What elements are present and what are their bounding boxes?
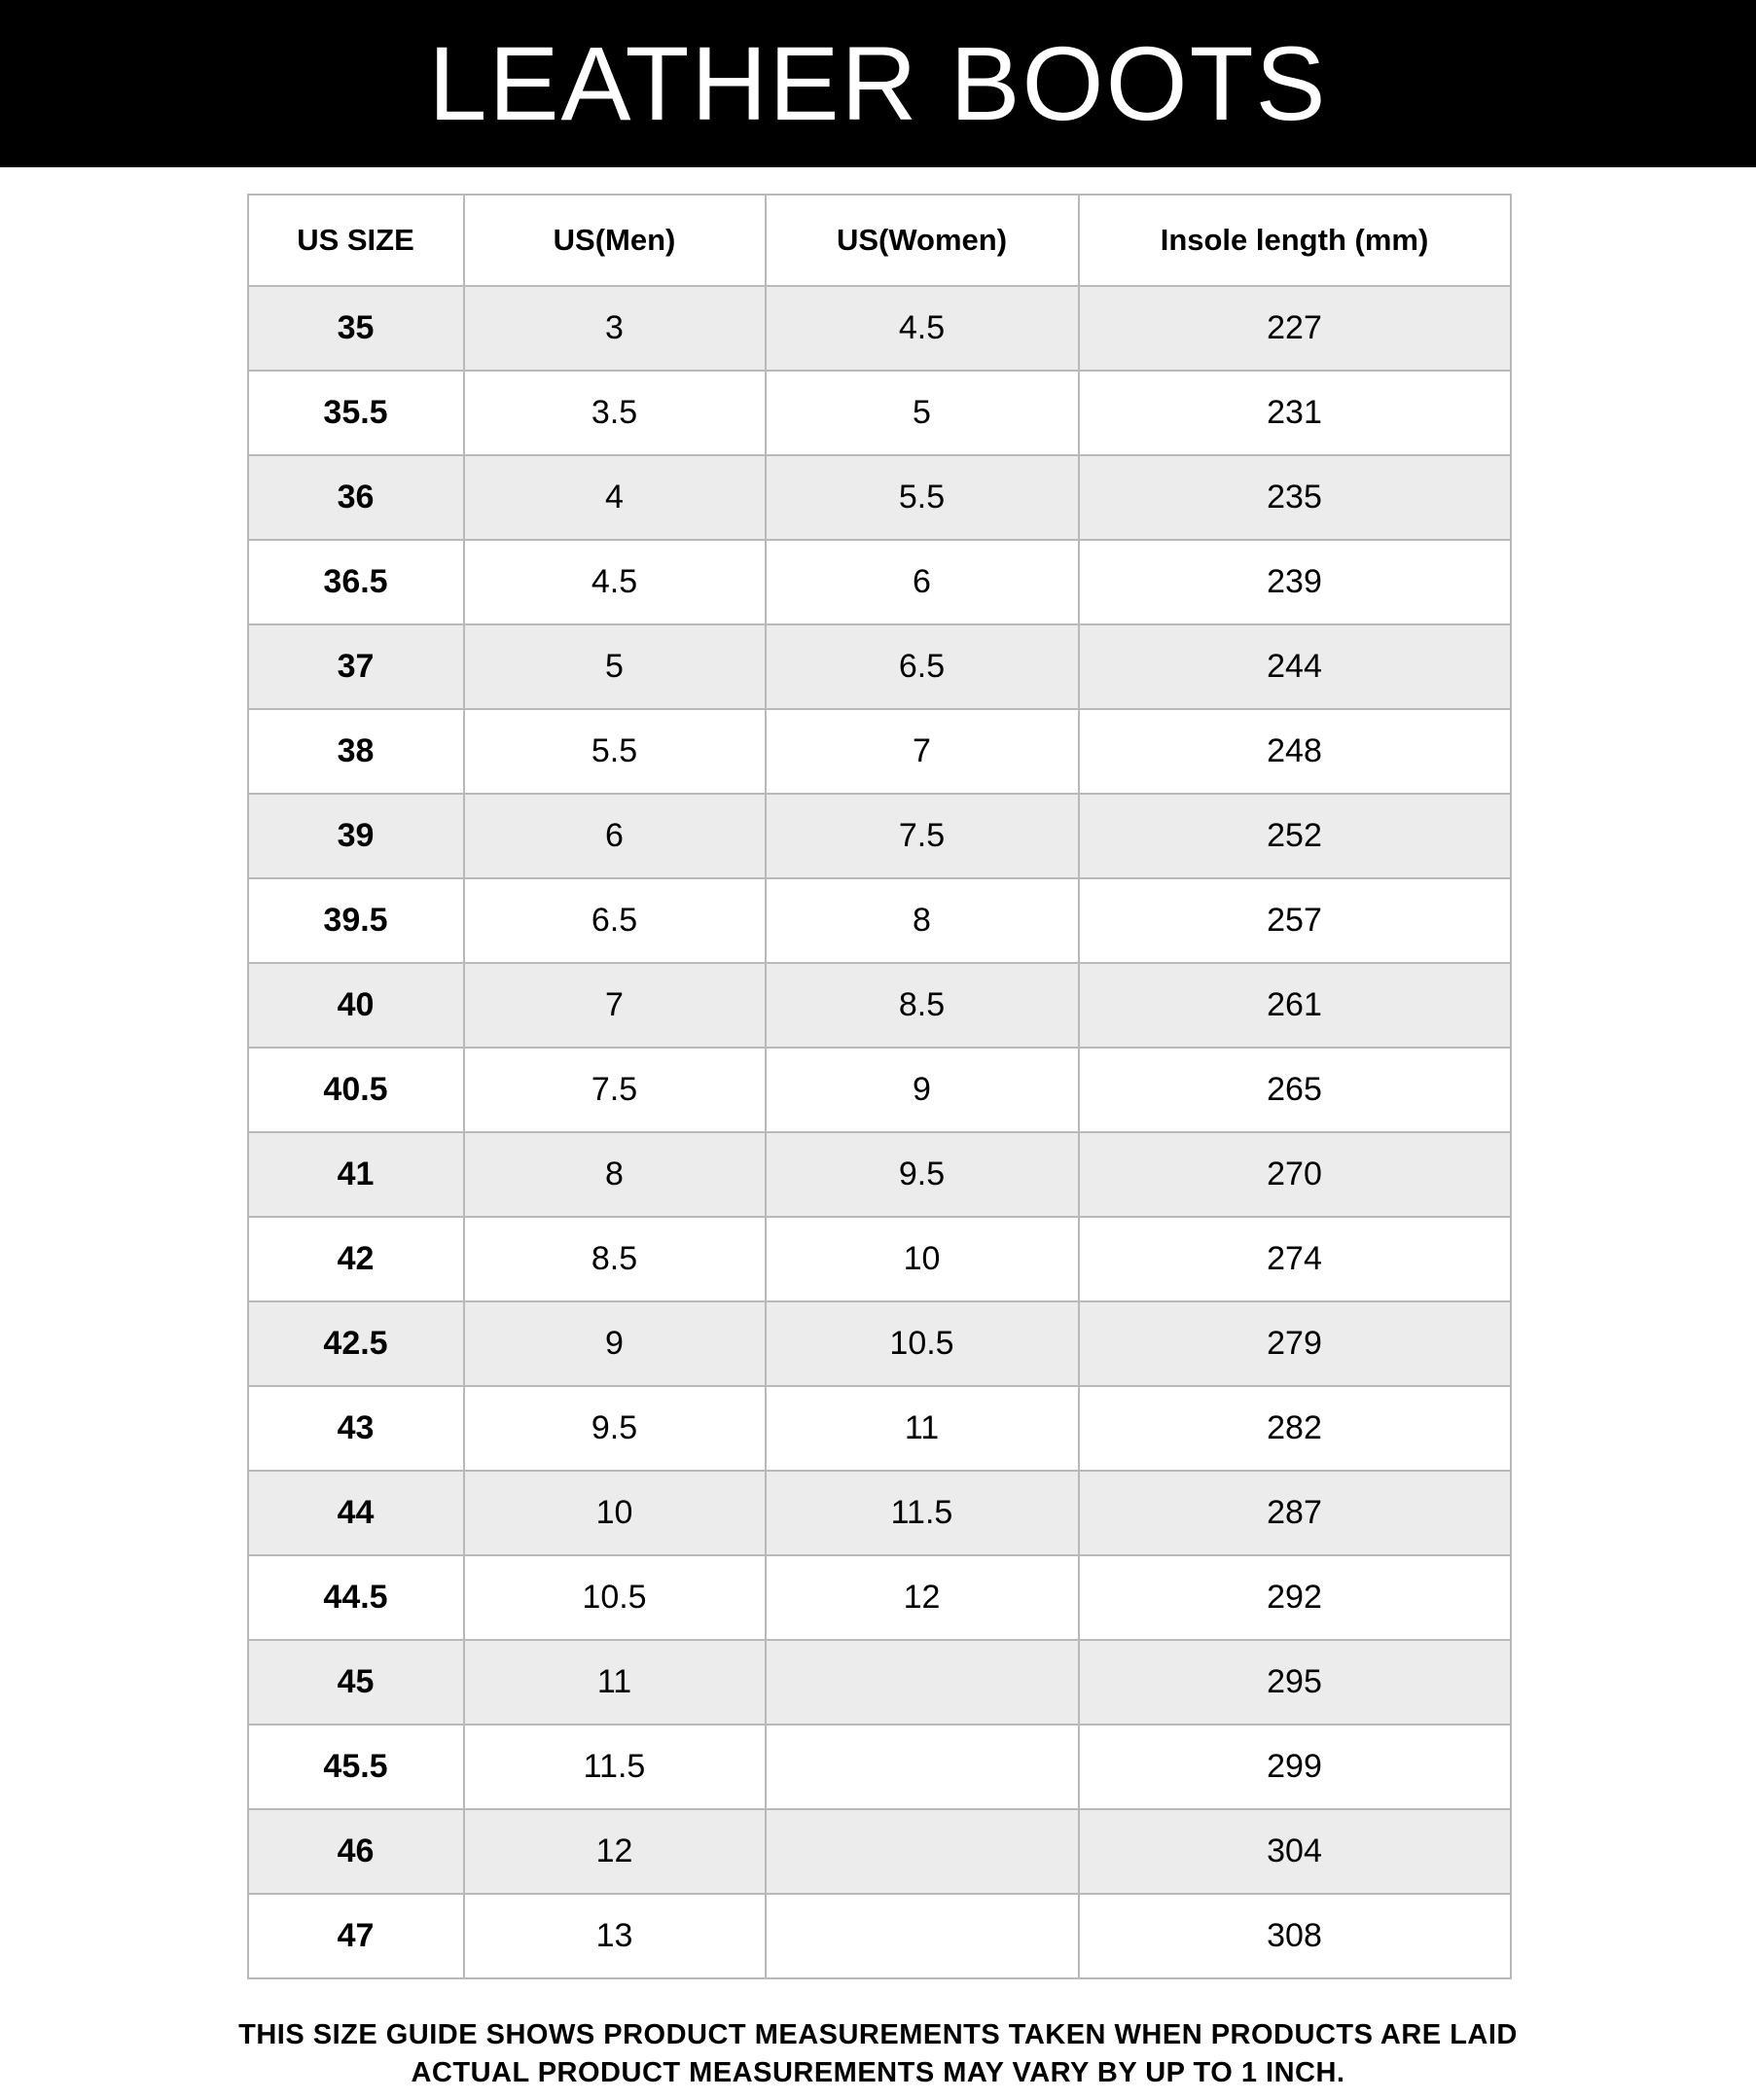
- cell-us-women: 8.5: [766, 963, 1079, 1048]
- table-row: [248, 709, 1511, 794]
- cell-us-women: 7: [766, 709, 1079, 794]
- cell-insole-length: 235: [1079, 455, 1511, 540]
- cell-insole-length: 227: [1079, 286, 1511, 371]
- cell-us-women: 9.5: [766, 1132, 1079, 1217]
- table-row: [248, 624, 1511, 709]
- cell-us-women: 7.5: [766, 794, 1079, 878]
- footnote: [0, 2016, 1756, 2092]
- table-row: [248, 1386, 1511, 1471]
- cell-us-men: 4.5: [464, 540, 766, 624]
- cell-us-men: 6: [464, 794, 766, 878]
- cell-us-men: 5: [464, 624, 766, 709]
- cell-us-men: 9.5: [464, 1386, 766, 1471]
- cell-us-women: [766, 1725, 1079, 1809]
- cell-us-men: 8: [464, 1132, 766, 1217]
- column-header-us-size: US SIZE: [248, 195, 464, 286]
- column-header-us-women: US(Women): [766, 195, 1079, 286]
- table-row: [248, 371, 1511, 455]
- cell-us-men: 7.5: [464, 1048, 766, 1132]
- cell-us-women: 6: [766, 540, 1079, 624]
- cell-us-women: 8: [766, 878, 1079, 963]
- cell-us-size: 36: [248, 455, 464, 540]
- cell-us-size: 37: [248, 624, 464, 709]
- cell-insole-length: 239: [1079, 540, 1511, 624]
- cell-us-size: 45.5: [248, 1725, 464, 1809]
- cell-us-size: 45: [248, 1640, 464, 1725]
- size-table-container: [247, 194, 1510, 1979]
- cell-us-size: 43: [248, 1386, 464, 1471]
- cell-insole-length: 282: [1079, 1386, 1511, 1471]
- cell-us-men: 3: [464, 286, 766, 371]
- cell-us-men: 8.5: [464, 1217, 766, 1301]
- cell-us-women: [766, 1809, 1079, 1894]
- table-row: [248, 1132, 1511, 1217]
- cell-insole-length: 279: [1079, 1301, 1511, 1386]
- table-row: [248, 963, 1511, 1048]
- cell-insole-length: 248: [1079, 709, 1511, 794]
- cell-us-women: 10: [766, 1217, 1079, 1301]
- cell-insole-length: 304: [1079, 1809, 1511, 1894]
- table-row: [248, 1301, 1511, 1386]
- cell-us-women: 5: [766, 371, 1079, 455]
- cell-insole-length: 308: [1079, 1894, 1511, 1978]
- cell-us-men: 5.5: [464, 709, 766, 794]
- column-header-us-men: US(Men): [464, 195, 766, 286]
- size-table: [247, 194, 1512, 1979]
- cell-us-men: 10.5: [464, 1555, 766, 1640]
- cell-us-size: 42.5: [248, 1301, 464, 1386]
- cell-us-women: 5.5: [766, 455, 1079, 540]
- cell-us-size: 47: [248, 1894, 464, 1978]
- cell-us-size: 39.5: [248, 878, 464, 963]
- cell-insole-length: 257: [1079, 878, 1511, 963]
- cell-insole-length: 270: [1079, 1132, 1511, 1217]
- table-row: [248, 794, 1511, 878]
- table-row: [248, 1217, 1511, 1301]
- cell-us-size: 35.5: [248, 371, 464, 455]
- cell-us-women: 4.5: [766, 286, 1079, 371]
- table-row: [248, 1809, 1511, 1894]
- cell-us-size: 38: [248, 709, 464, 794]
- table-row: [248, 1048, 1511, 1132]
- cell-us-size: 42: [248, 1217, 464, 1301]
- cell-us-size: 35: [248, 286, 464, 371]
- cell-us-women: 9: [766, 1048, 1079, 1132]
- cell-us-women: [766, 1894, 1079, 1978]
- page-title: LEATHER BOOTS: [428, 24, 1328, 142]
- cell-insole-length: 295: [1079, 1640, 1511, 1725]
- footnote-line-1: THIS SIZE GUIDE SHOWS PRODUCT MEASUREMENTS TAKEN WHEN PRODUCTS ARE LAID: [238, 2019, 1518, 2050]
- table-row: [248, 455, 1511, 540]
- cell-insole-length: 261: [1079, 963, 1511, 1048]
- cell-us-size: 41: [248, 1132, 464, 1217]
- cell-us-men: 9: [464, 1301, 766, 1386]
- cell-insole-length: 287: [1079, 1471, 1511, 1555]
- table-body: [248, 286, 1511, 1978]
- cell-us-size: 40.5: [248, 1048, 464, 1132]
- cell-us-size: 36.5: [248, 540, 464, 624]
- cell-us-men: 13: [464, 1894, 766, 1978]
- cell-us-men: 3.5: [464, 371, 766, 455]
- cell-us-women: 11.5: [766, 1471, 1079, 1555]
- cell-us-men: 11.5: [464, 1725, 766, 1809]
- cell-us-size: 44: [248, 1471, 464, 1555]
- cell-us-men: 6.5: [464, 878, 766, 963]
- table-header-row: [248, 195, 1511, 286]
- table-row: [248, 1640, 1511, 1725]
- cell-us-size: 39: [248, 794, 464, 878]
- cell-insole-length: 292: [1079, 1555, 1511, 1640]
- cell-insole-length: 274: [1079, 1217, 1511, 1301]
- table-header: [248, 195, 1511, 286]
- cell-us-men: 4: [464, 455, 766, 540]
- cell-us-men: 10: [464, 1471, 766, 1555]
- cell-insole-length: 231: [1079, 371, 1511, 455]
- table-row: [248, 1725, 1511, 1809]
- cell-us-women: 11: [766, 1386, 1079, 1471]
- table-row: [248, 286, 1511, 371]
- cell-insole-length: 299: [1079, 1725, 1511, 1809]
- cell-us-women: 6.5: [766, 624, 1079, 709]
- title-bar: [0, 0, 1756, 167]
- cell-us-women: 12: [766, 1555, 1079, 1640]
- cell-insole-length: 252: [1079, 794, 1511, 878]
- cell-us-women: [766, 1640, 1079, 1725]
- column-header-insole-length: Insole length (mm): [1079, 195, 1511, 286]
- cell-us-size: 44.5: [248, 1555, 464, 1640]
- cell-us-size: 40: [248, 963, 464, 1048]
- cell-us-men: 12: [464, 1809, 766, 1894]
- footnote-line-2: ACTUAL PRODUCT MEASUREMENTS MAY VARY BY UP TO 1 INCH.: [411, 2057, 1345, 2089]
- table-row: [248, 540, 1511, 624]
- cell-us-men: 11: [464, 1640, 766, 1725]
- table-row: [248, 878, 1511, 963]
- cell-us-men: 7: [464, 963, 766, 1048]
- cell-us-women: 10.5: [766, 1301, 1079, 1386]
- cell-insole-length: 244: [1079, 624, 1511, 709]
- table-row: [248, 1555, 1511, 1640]
- table-row: [248, 1471, 1511, 1555]
- table-row: [248, 1894, 1511, 1978]
- cell-insole-length: 265: [1079, 1048, 1511, 1132]
- cell-us-size: 46: [248, 1809, 464, 1894]
